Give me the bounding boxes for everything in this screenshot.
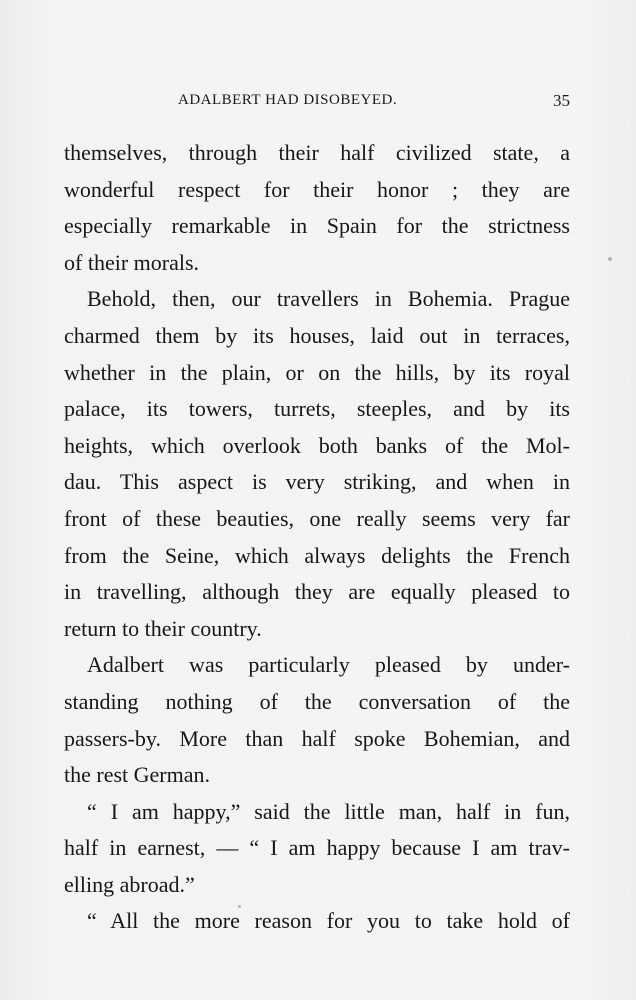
- text-line: standing nothing of the conversation of the: [64, 688, 570, 714]
- text-line: the rest German.: [64, 762, 210, 788]
- text-line: whether in the plain, or on the hills, by its royal: [64, 359, 570, 385]
- paper-speck: [238, 905, 241, 908]
- paper-speck: [608, 257, 612, 261]
- text-line: return to their country.: [64, 615, 262, 641]
- text-line: front of these beauties, one really seems very far: [64, 505, 570, 531]
- text-line: charmed them by its houses, laid out in terraces,: [64, 322, 570, 348]
- paragraph-first-line: Behold, then, our travellers in Bohemia. Prague: [87, 286, 570, 312]
- running-title: ADALBERT HAD DISOBEYED.: [178, 92, 398, 108]
- paragraph-first-line: “ All the more reason for you to take hold of: [87, 908, 570, 934]
- running-head: [64, 92, 570, 114]
- text-line: palace, its towers, turrets, steeples, and by its: [64, 396, 570, 422]
- text-line: half in earnest, — “ I am happy because I am trav-: [64, 835, 570, 861]
- text-line: from the Seine, which always delights the French: [64, 542, 570, 568]
- text-line: elling abroad.”: [64, 871, 195, 897]
- text-line: wonderful respect for their honor ; they are: [64, 176, 570, 202]
- page-number: 35: [553, 91, 570, 110]
- text-line: themselves, through their half civilized state, a: [64, 140, 570, 165]
- paragraph-first-line: Adalbert was particularly pleased by under-: [87, 652, 570, 678]
- text-line: dau. This aspect is very striking, and when in: [64, 469, 570, 495]
- text-line: in travelling, although they are equally pleased to: [64, 579, 570, 605]
- page-body-text: [64, 135, 570, 940]
- text-line: heights, which overlook both banks of the Mol-: [64, 432, 570, 458]
- text-line: especially remarkable in Spain for the strictness: [64, 213, 570, 239]
- text-line: of their morals.: [64, 249, 200, 275]
- text-line: passers-by. More than half spoke Bohemian, and: [64, 725, 570, 751]
- paragraph-first-line: “ I am happy,” said the little man, half in fun,: [87, 798, 570, 824]
